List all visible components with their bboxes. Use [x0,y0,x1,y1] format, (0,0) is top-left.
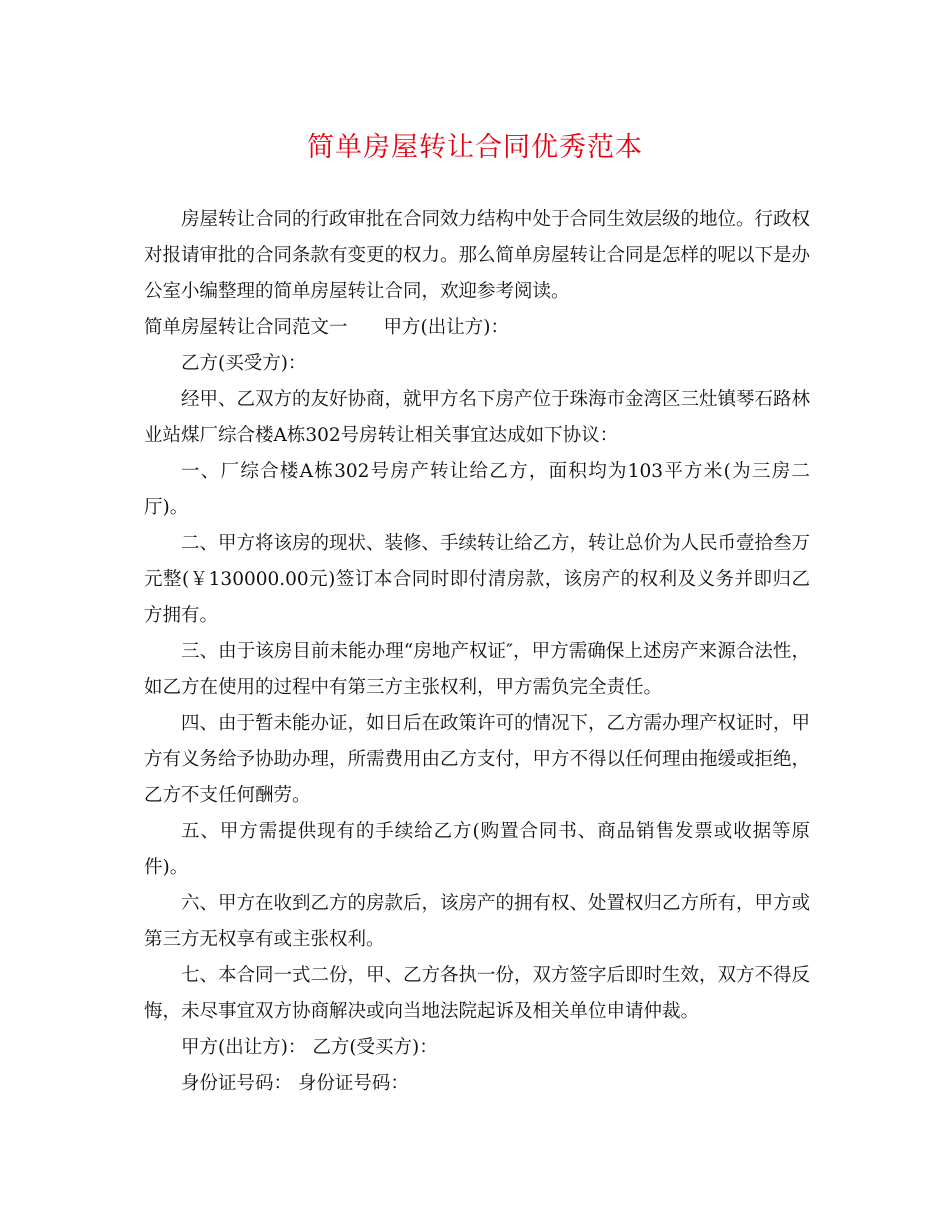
id-numbers: 身份证号码： 身份证号码： [181,1073,409,1094]
document-title: 简单房屋转让合同优秀范本 [307,132,643,163]
clause-1: 一、厂综合楼A栋302号房产转让给乙方，面积均为103平方米(为三房二厅)。 [144,461,810,518]
party-a-line: 甲方(出让方)： [383,317,509,338]
clause-5: 五、甲方需提供现有的手续给乙方(购置合同书、商品销售发票或收据等原件)。 [144,821,810,878]
sample-heading: 简单房屋转让合同范文一 [144,317,348,338]
clause-2: 二、甲方将该房的现状、装修、手续转让给乙方，转让总价为人民币壹拾叁万元整(￥130000.00元)签订本合同时即付清房款，该房产的权利及义务并即归乙方拥有。 [144,533,811,626]
preamble-paragraph: 经甲、乙双方的友好协商，就甲方名下房产位于珠海市金湾区三灶镇琴石路林业站煤厂综合楼A栋302号房转让相关事宜达成如下协议： [144,389,811,446]
clause-3: 三、由于该房目前未能办理“房地产权证″，甲方需确保上述房产来源合法性，如乙方在使用的过程中有第三方主张权利，甲方需负完全责任。 [144,641,810,698]
document-body [144,202,810,1102]
party-b-line: 乙方(买受方)： [181,353,307,374]
clause-4: 四、由于暂未能办证，如日后在政策许可的情况下，乙方需办理产权证时，甲方有义务给予协助办理，所需费用由乙方支付，甲方不得以任何理由拖缓或拒绝，乙方不支任何酬劳。 [144,713,811,806]
sample-heading-line [144,310,810,346]
signature-parties: 甲方(出让方)： 乙方(受买方)： [181,1037,438,1058]
intro-paragraph: 房屋转让合同的行政审批在合同效力结构中处于合同生效层级的地位。行政权对报请审批的合同条款有变更的权力。那么简单房屋转让合同是怎样的呢以下是办公室小编整理的简单房屋转让合同，欢迎参考阅读。 [144,209,811,302]
clause-7: 七、本合同一式二份，甲、乙方各执一份，双方签字后即时生效，双方不得反悔，未尽事宜双方协商解决或向当地法院起诉及相关单位申请仲裁。 [144,965,811,1022]
clause-6: 六、甲方在收到乙方的房款后，该房产的拥有权、处置权归乙方所有，甲方或第三方无权享有或主张权利。 [144,893,811,950]
